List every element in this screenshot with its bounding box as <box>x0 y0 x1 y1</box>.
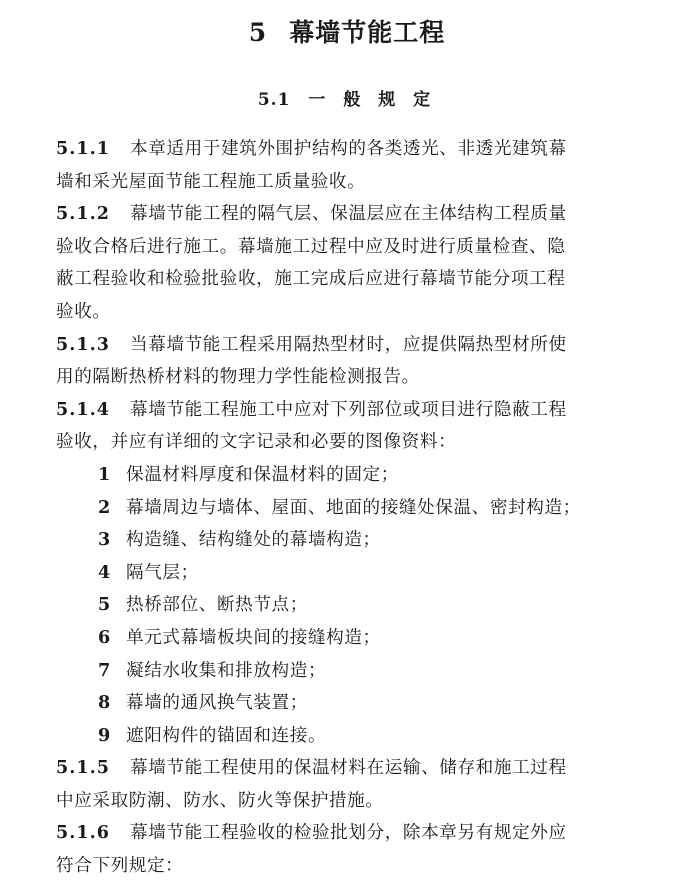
clause-list <box>56 133 660 883</box>
clause-text: 当幕墙节能工程采用隔热型材时，应提供隔热型材所使 <box>130 334 567 355</box>
clause-number: 5.1.4 <box>56 398 110 420</box>
clause-text-line: 墙和采光屋面节能工程施工质量验收。 <box>56 171 366 192</box>
list-item-text: 构造缝、结构缝处的幕墙构造； <box>126 530 381 551</box>
list-item <box>56 720 660 753</box>
clause-number: 5.1.2 <box>56 203 110 225</box>
list-item-number: 5 <box>98 594 111 616</box>
clause-text-line: 用的隔断热桥材料的物理力学性能检测报告。 <box>56 367 420 388</box>
chapter-number: 5 <box>248 18 268 47</box>
list-item-text: 单元式幕墙板块间的接缝构造； <box>126 627 381 648</box>
clause-text: 幕墙节能工程的隔气层、保温层应在主体结构工程质量 <box>130 204 567 225</box>
clause-5-1-5 <box>56 752 660 785</box>
list-item <box>56 687 660 720</box>
clause-text: 幕墙节能工程使用的保温材料在运输、储存和施工过程 <box>130 758 567 779</box>
clause-text: 幕墙节能工程验收的检验批划分，除本章另有规定外应 <box>130 823 567 844</box>
clause-number: 5.1.5 <box>56 757 110 779</box>
clause-text-line: 验收。 <box>56 301 111 322</box>
list-item-number: 3 <box>98 529 111 551</box>
clause-text-line: 验收，并应有详细的文字记录和必要的图像资料： <box>56 432 457 453</box>
section-title <box>0 88 694 112</box>
section-title-text: 一 般 规 定 <box>308 90 437 110</box>
clause-5-1-2 <box>56 198 660 231</box>
list-item-number: 9 <box>98 724 111 746</box>
list-item-number: 8 <box>98 692 111 714</box>
list-item-text: 保温材料厚度和保温材料的固定； <box>126 464 399 485</box>
clause-text: 本章适用于建筑外围护结构的各类透光、非透光建筑幕 <box>130 139 567 159</box>
list-item <box>56 655 660 688</box>
clause-number: 5.1.1 <box>56 138 110 159</box>
list-item <box>56 589 660 622</box>
list-item-text: 遮阳构件的锚固和连接。 <box>126 725 327 746</box>
section-number: 5.1 <box>257 90 291 110</box>
list-item <box>56 459 660 492</box>
list-item-number: 6 <box>98 626 111 648</box>
clause-5-1-4 <box>56 394 660 427</box>
list-item-text: 隔气层； <box>126 562 199 583</box>
list-item-number: 4 <box>98 561 111 583</box>
list-item-text: 凝结水收集和排放构造； <box>126 660 327 681</box>
list-item-text: 幕墙周边与墙体、屋面、地面的接缝处保温、密封构造； <box>126 497 581 518</box>
clause-5-1-1 <box>56 133 660 166</box>
list-item <box>56 557 660 590</box>
list-item-number: 7 <box>98 659 111 681</box>
clause-number: 5.1.6 <box>56 822 110 844</box>
list-item-text: 热桥部位、断热节点； <box>126 595 308 616</box>
chapter-title <box>0 16 694 50</box>
list-item <box>56 622 660 655</box>
list-item-text: 幕墙的通风换气装置； <box>126 693 308 714</box>
clause-text-line: 验收合格后进行施工。幕墙施工过程中应及时进行质量检查、隐 <box>56 236 566 257</box>
list-item <box>56 492 660 525</box>
clause-text-line: 蔽工程验收和检验批验收，施工完成后应进行幕墙节能分项工程 <box>56 269 566 290</box>
clause-text-line: 中应采取防潮、防水、防火等保护措施。 <box>56 790 384 811</box>
list-item-number: 1 <box>98 463 111 485</box>
clause-text-line: 符合下列规定： <box>56 856 184 877</box>
list-item-number: 2 <box>98 496 111 518</box>
clause-text: 幕墙节能工程施工中应对下列部位或项目进行隐蔽工程 <box>130 399 567 420</box>
clause-number: 5.1.3 <box>56 333 110 355</box>
chapter-title-text: 幕墙节能工程 <box>289 18 446 47</box>
clause-5-1-6 <box>56 817 660 850</box>
clause-5-1-3 <box>56 329 660 362</box>
list-item <box>56 524 660 557</box>
